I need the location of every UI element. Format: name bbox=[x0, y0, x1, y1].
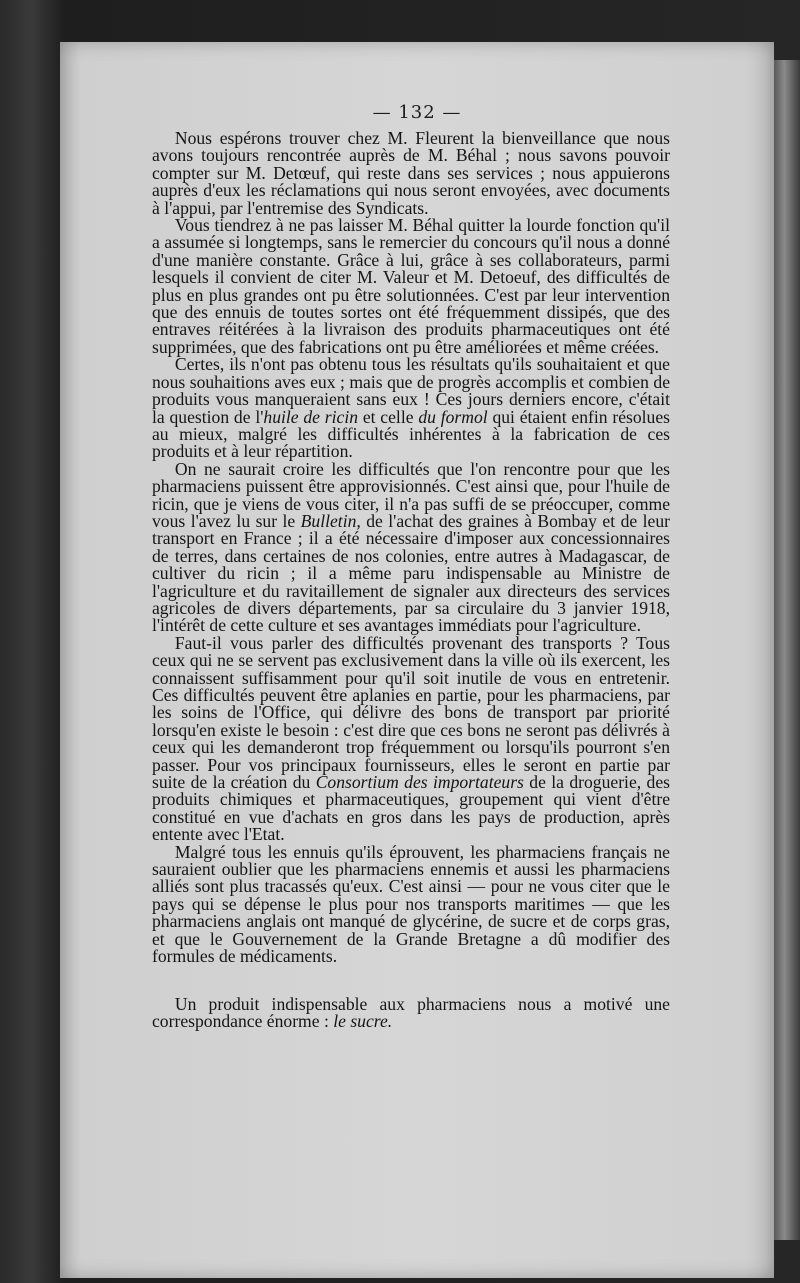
page-number: — 132 — bbox=[372, 102, 462, 123]
paragraph bbox=[152, 841, 670, 967]
paragraph bbox=[152, 458, 670, 636]
italic-text: huile de ricin bbox=[263, 406, 359, 427]
text-segment: Un produit indispensable aux pharmaciens nous a motivé une correspondance énorme : bbox=[152, 993, 670, 1031]
paragraph bbox=[152, 356, 670, 460]
text-segment: de l'achat des graines à Bombay et de leur transport en France ; il a été nécessaire d'imposer aux concessionnaires de terres, dans certaines de nos colonies, entre autres à Madagascar, de cultiver du ricin ; il a même paru indispensable au Ministre de l'agriculture et du ravitaillement de signaler aux directeurs des services agricoles de divers départements, par sa circulaire du 3 janvier 1918, l'intérêt de cette culture et ses avantages immédiats pour l'agriculture. bbox=[152, 510, 670, 636]
paragraph bbox=[152, 130, 670, 217]
book-edge bbox=[774, 60, 800, 1240]
text-segment: On ne saurait croire les difficultés que l'on rencontre pour que les pharmaciens puissent être approvisionnés. C'est ainsi que, pour l'huile de ricin, que je viens de vous citer, il n'a pas suffi de se préoccuper, comme vous l'avez lu sur le bbox=[152, 458, 670, 531]
text-segment: Malgré tous les ennuis qu'ils éprouvent, les pharmaciens français ne sauraient oublier que les pharmaciens ennemis et aussi les pharmaciens alliés sont plus tracassés qu'eux. C'est ainsi — pour ne vous citer que le pays qui se dépense le plus pour nos transports maritimes — que les pharmaciens anglais ont manqué de glycérine, de sucre et de corps gras, et que le Gouvernement de la Grande Bretagne a dû modifier des formules de médicaments. bbox=[152, 841, 670, 967]
body-text bbox=[152, 130, 670, 1030]
text-segment: de la droguerie, des produits chimiques et pharmaceutiques, groupement qui vient d'être constitué en vue d'achats en gros dans les pays de production, après entente avec l'Etat. bbox=[152, 772, 670, 845]
text-segment: et celle bbox=[358, 406, 419, 427]
italic-text: du formol bbox=[418, 406, 488, 427]
text-segment: qui étaient enfin résolues au mieux, malgré les difficultés inhérentes à la fabrication de ces produits et à leur répartition. bbox=[152, 406, 671, 462]
document-page bbox=[60, 42, 774, 1278]
paragraph bbox=[152, 993, 670, 1031]
italic-text: Bulletin, bbox=[300, 510, 361, 531]
text-segment: Certes, ils n'ont pas obtenu tous les résultats qu'ils souhaitaient et que nous souhaitions aves eux ; mais que de progrès accomplis et combien de produits vous manqueraient sans eux ! Ces jours derniers encore, c'était la question de l' bbox=[152, 354, 670, 427]
italic-text: Consortium des importateurs bbox=[315, 772, 524, 793]
italic-text: le sucre. bbox=[333, 1010, 393, 1031]
text-segment: Vous tiendrez à ne pas laisser M. Béhal quitter la lourde fonction qu'il a assumée si longtemps, sans le remercier du concours qu'il nous a donné d'une manière constante. Grâce à lui, grâce à ses collaborateurs, parmi lesquels il convient de citer M. Valeur et M. Detoeuf, des difficultés de plus en plus grandes ont pu être solutionnées. C'est par leur intervention que des ennuis de toutes sortes ont été fréquemment dissipés, que des entraves réitérées à la livraison des produits pharmaceutiques ont été supprimées, que des fabrications ont pu être améliorées et même créées. bbox=[152, 215, 670, 357]
text-segment: Nous espérons trouver chez M. Fleurent la bienveillance que nous avons toujours rencontrée auprès de M. Béhal ; nous savons pouvoir compter sur M. Detœuf, qui reste dans ses services ; nous appuierons auprès d'eux les réclamations qui nous seront envoyées, avec documents à l'appui, par l'entremise des Syndicats. bbox=[152, 128, 670, 218]
paragraph bbox=[152, 632, 670, 845]
text-segment: Faut-il vous parler des difficultés provenant des transports ? Tous ceux qui ne se servent pas exclusivement dans la ville où ils exercent, les connaissent suffisamment pour qu'il soit inutile de vous en entretenir. Ces difficultés peuvent être aplanies en partie, pour les pharmaciens, par les soins de l'Office, qui délivre des bons de transport par priorité lorsqu'en existe le besoin : c'est dire que ces bons ne seront pas délivrés à ceux qui les demanderont trop fréquemment ou lorsqu'ils pourront s'en passer. Pour vos principaux fournisseurs, elles le seront en partie par suite de la création du bbox=[152, 632, 670, 793]
paragraph bbox=[152, 217, 670, 356]
